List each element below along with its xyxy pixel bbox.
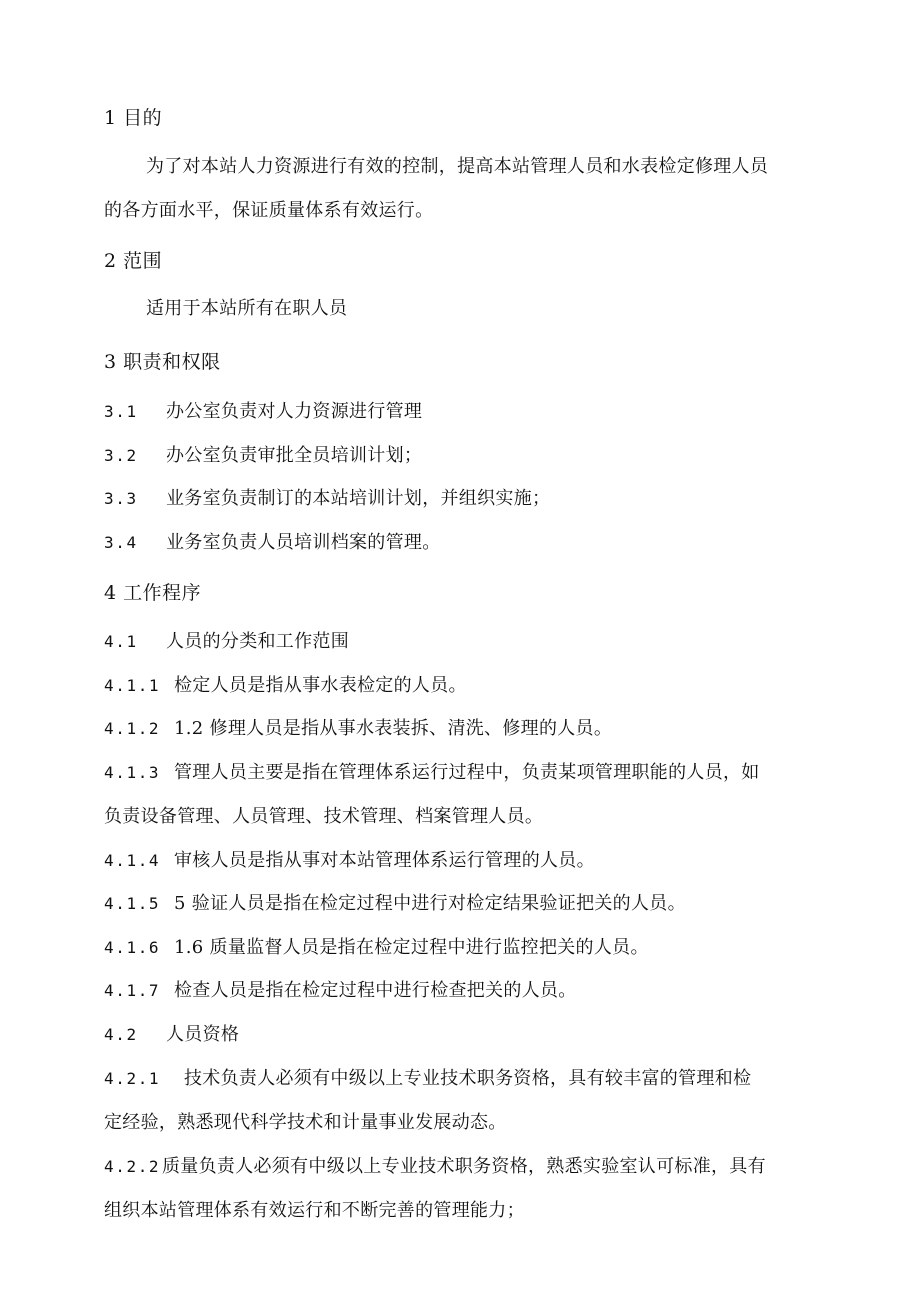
item-text: 办公室负责审批全员培训计划； <box>166 445 423 466</box>
list-item <box>104 1155 766 1179</box>
item-number: 3.4 <box>104 533 138 552</box>
item-number: 4.2.1 <box>104 1069 161 1088</box>
list-item <box>104 849 595 873</box>
list-item <box>104 531 441 555</box>
section-2-paragraph: 适用于本站所有在职人员 <box>146 298 348 319</box>
item-text: 技术负责人必须有中级以上专业技术职务资格，具有较丰富的管理和检 <box>184 1068 752 1089</box>
list-item <box>104 630 349 654</box>
item-number: 3.2 <box>104 446 138 465</box>
list-item-continuation: 定经验，熟悉现代科学技术和计量事业发展动态。 <box>104 1112 507 1133</box>
item-number: 3.3 <box>104 489 138 508</box>
section-3-heading: 3 职责和权限 <box>104 351 221 373</box>
item-number: 4.1.2 <box>104 719 161 738</box>
list-item <box>104 487 550 511</box>
section-1-paragraph-line-1: 为了对本站人力资源进行有效的控制，提高本站管理人员和水表检定修理人员 <box>146 156 769 177</box>
item-number: 4.1 <box>104 632 138 651</box>
item-number: 4.1.6 <box>104 938 161 957</box>
list-item-continuation: 负责设备管理、人员管理、技术管理、档案管理人员。 <box>104 806 544 827</box>
item-text: 管理人员主要是指在管理体系运行过程中，负责某项管理职能的人员，如 <box>174 762 760 783</box>
list-item <box>104 761 760 785</box>
list-item <box>104 979 577 1003</box>
list-item <box>104 1023 239 1047</box>
list-item <box>104 717 612 741</box>
list-item <box>104 1067 751 1091</box>
list-item <box>104 400 422 424</box>
item-number: 4.2 <box>104 1025 138 1044</box>
item-text: 质量负责人必须有中级以上专业技术职务资格，熟悉实验室认可标准，具有 <box>162 1156 766 1177</box>
item-text: 1.2 修理人员是指从事水表装拆、清洗、修理的人员。 <box>174 718 613 739</box>
item-text: 检定人员是指从事水表检定的人员。 <box>174 675 467 696</box>
list-item <box>104 444 422 468</box>
item-text: 办公室负责对人力资源进行管理 <box>166 401 423 422</box>
item-text: 业务室负责人员培训档案的管理。 <box>166 532 441 553</box>
section-1-heading: 1 目的 <box>104 107 163 129</box>
section-2-heading: 2 范围 <box>104 250 163 272</box>
item-number: 4.1.1 <box>104 676 161 695</box>
section-1-paragraph-line-2: 的各方面水平，保证质量体系有效运行。 <box>104 200 434 221</box>
item-number: 4.1.7 <box>104 981 161 1000</box>
item-text: 检查人员是指在检定过程中进行检查把关的人员。 <box>174 980 577 1001</box>
list-item <box>104 674 467 698</box>
item-number: 4.1.5 <box>104 894 161 913</box>
item-number: 4.1.3 <box>104 763 161 782</box>
section-4-heading: 4 工作程序 <box>104 582 202 604</box>
list-item-continuation: 组织本站管理体系有效运行和不断完善的管理能力； <box>104 1200 525 1221</box>
item-number: 3.1 <box>104 402 138 421</box>
list-item <box>104 936 649 960</box>
item-text: 5 验证人员是指在检定过程中进行对检定结果验证把关的人员。 <box>174 893 686 914</box>
item-text: 审核人员是指从事对本站管理体系运行管理的人员。 <box>174 850 595 871</box>
item-text: 人员的分类和工作范围 <box>166 631 349 652</box>
item-text: 业务室负责制订的本站培训计划，并组织实施； <box>166 488 551 509</box>
item-text: 1.6 质量监督人员是指在检定过程中进行监控把关的人员。 <box>174 937 649 958</box>
item-number: 4.1.4 <box>104 851 161 870</box>
list-item <box>104 892 686 916</box>
item-text: 人员资格 <box>166 1024 240 1045</box>
item-number: 4.2.2 <box>104 1157 161 1176</box>
